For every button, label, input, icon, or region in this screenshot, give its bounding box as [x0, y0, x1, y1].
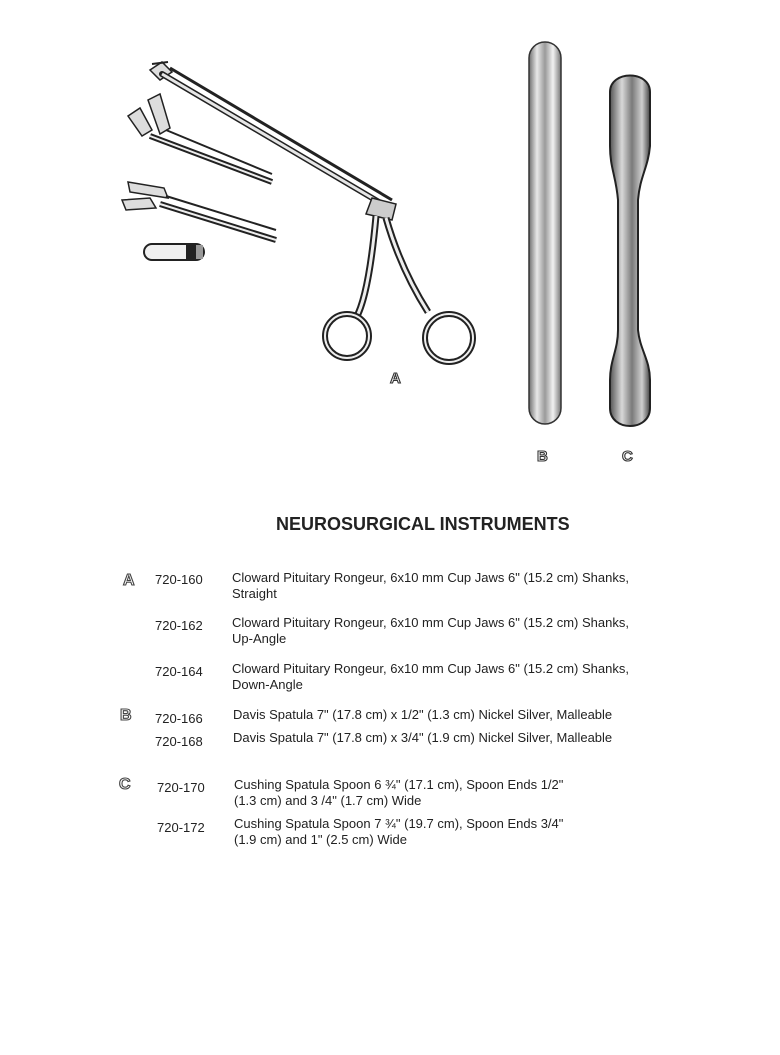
item-description: Cloward Pituitary Rongeur, 6x10 mm Cup Jaws 6" (15.2 cm) Shanks, Up-Angle — [232, 615, 629, 646]
item-description: Cushing Spatula Spoon 7 ¾" (19.7 cm), Spoon Ends 3/4" (1.9 cm) and 1" (2.5 cm) Wide — [234, 816, 564, 847]
page-title: NEUROSURGICAL INSTRUMENTS — [276, 514, 570, 534]
figure-label-c: C — [622, 448, 633, 465]
item-code: 720-166 — [155, 711, 203, 726]
rongeur-illustration — [150, 62, 473, 362]
item-code: 720-168 — [155, 734, 203, 749]
item-code: 720-172 — [157, 820, 205, 835]
down-angle-tip-illustration — [122, 182, 276, 240]
item-code: 720-164 — [155, 664, 203, 679]
item-description: Cloward Pituitary Rongeur, 6x10 mm Cup Jaws 6" (15.2 cm) Shanks, Down-Angle — [232, 661, 629, 692]
section-letter-b: B — [120, 707, 132, 724]
figure-label-b: B — [537, 448, 548, 465]
item-code: 720-162 — [155, 618, 203, 633]
item-description: Cloward Pituitary Rongeur, 6x10 mm Cup Jaws 6" (15.2 cm) Shanks, Straight — [232, 570, 629, 601]
instrument-illustrations — [0, 0, 780, 480]
item-code: 720-170 — [157, 780, 205, 795]
cushing-spoon-illustration — [610, 76, 650, 427]
item-description: Davis Spatula 7" (17.8 cm) x 3/4" (1.9 cm) Nickel Silver, Malleable — [233, 730, 613, 745]
section-letter-c: C — [119, 776, 131, 793]
davis-spatula-illustration — [529, 42, 561, 424]
section-letter-a: A — [123, 572, 135, 589]
item-description: Cushing Spatula Spoon 6 ¾" (17.1 cm), Spoon Ends 1/2" (1.3 cm) and 3 /4" (1.7 cm) Wide — [234, 777, 564, 808]
item-code: 720-160 — [155, 572, 203, 587]
tip-cap-illustration — [144, 244, 204, 260]
item-description: Davis Spatula 7" (17.8 cm) x 1/2" (1.3 cm) Nickel Silver, Malleable — [233, 707, 613, 722]
up-angle-tip-illustration — [128, 94, 272, 182]
figure-label-a: A — [390, 370, 401, 387]
